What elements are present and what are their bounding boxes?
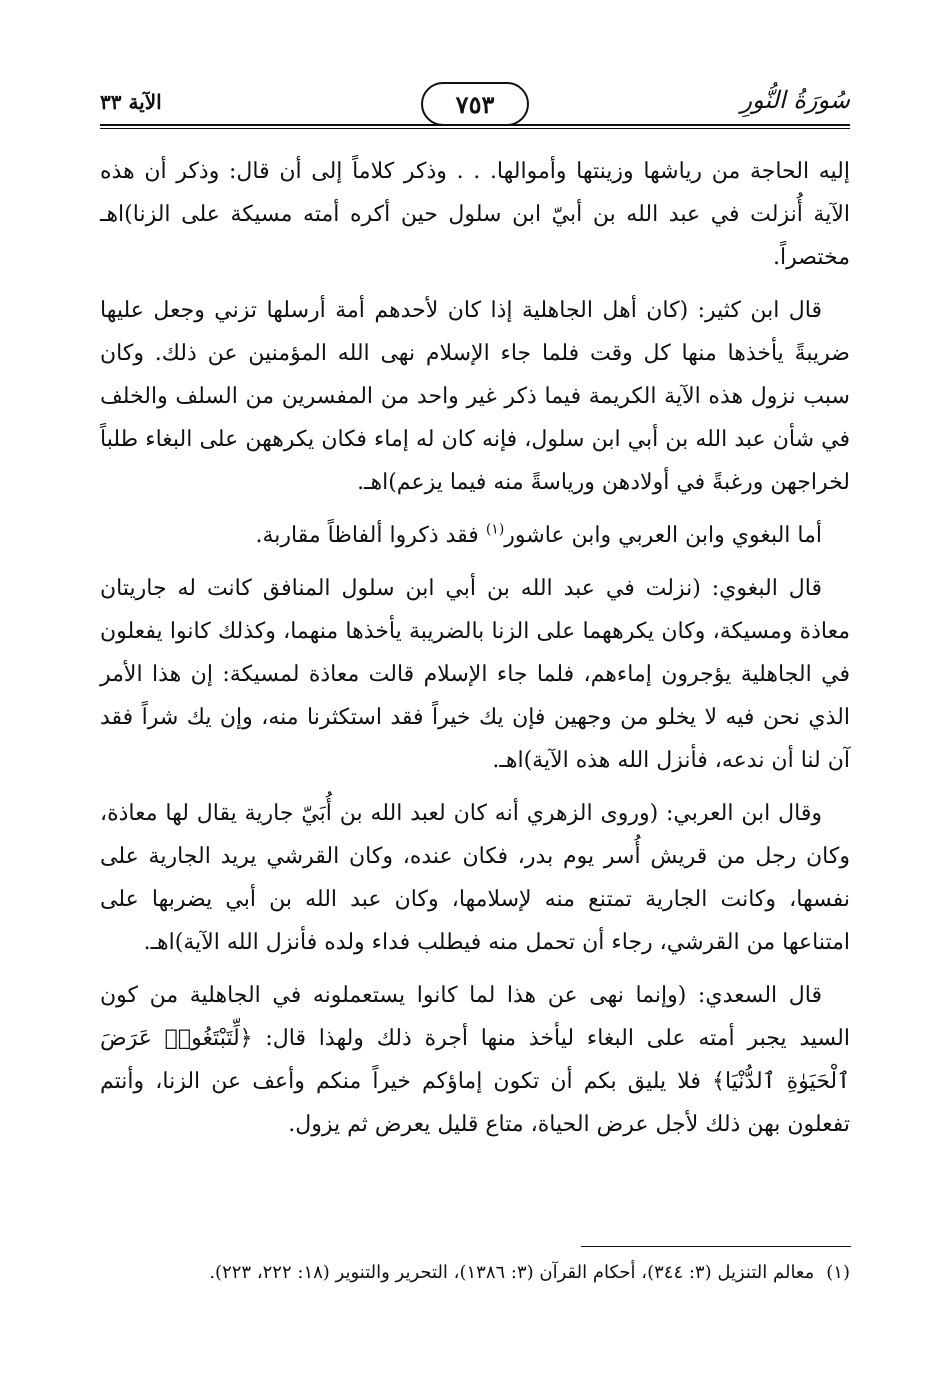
surah-title: سُورَةُ النُّورِ <box>740 86 850 114</box>
page-number-text: ٧٥٣ <box>455 89 495 119</box>
header-divider-thin <box>100 128 850 129</box>
footnote-reference[interactable]: (١) <box>485 521 505 538</box>
ayah-label: الآية ٣٣ <box>100 90 162 114</box>
footnote <box>100 1258 850 1288</box>
paragraph-sources <box>100 514 850 557</box>
paragraph-baghawi: قال البغوي: (نزلت في عبد الله بن أبي ابن سلول المنافق كانت له جاريتان معاذة ومسيكة، وكان يكرههما على الزنا بالضريبة يأخذها منهما، وكذلك كانوا يفعلون في الجاهلية يؤجرون إماءهم، فلما جاء الإسلام قالت معاذة لمسيكة: إن هذا الأمر الذي نحن فيه لا يخلو من وجهين فإن يك خيراً فقد استكثرنا منه، وإن يك شراً فقد آن لنا أن ندعه، فأنزل الله هذه الآية)اهـ. <box>100 576 850 773</box>
paragraph-1: إليه الحاجة من رياشها وزينتها وأموالها. . . وذكر كلاماً إلى أن قال: وذكر أن هذه الآية أُنزلت في عبد الله بن أبيّ ابن سلول حين أكره أمته مسيكة على الزنا)اهـ مختصراً. <box>100 159 850 270</box>
footnote-divider <box>581 1246 851 1247</box>
footnote-text: معالم التنزيل (٣: ٣٤٤)، أحكام القرآن (٣: ١٣٨٦)، التحرير والتنوير (١٨: ٢٢٢، ٢٢٣). <box>209 1262 815 1283</box>
paragraph-ibn-kathir: قال ابن كثير: (كان أهل الجاهلية إذا كان لأحدهم أمة أرسلها تزني وجعل عليها ضريبةً يأخذها منها كل وقت فلما جاء الإسلام نهى الله المؤمنين عن ذلك. وكان سبب نزول هذه الآية الكريمة فيما ذكر غير واحد من المفسرين من السلف والخلف في شأن عبد الله بن أبي ابن سلول، فإنه كان له إماء فكان يكرههن على البغاء طلباً لخراجهن ورغبةً في أولادهن ورياسةً منه فيما يزعم)اهـ. <box>100 298 850 495</box>
paragraph-sources-rest: فقد ذكروا ألفاظاً مقاربة. <box>255 523 486 548</box>
main-text <box>100 150 850 1156</box>
header-divider <box>100 124 850 126</box>
paragraph-ibn-arabi: وقال ابن العربي: (وروى الزهري أنه كان لعبد الله بن أُبَيّ جارية يقال لها معاذة، وكان رجل من قريش أُسر يوم بدر، فكان عنده، وكان القرشي يريد الجارية على نفسها، وكانت الجارية تمتنع منه لإسلامها، وكان عبد الله بن أبي يضربها على امتناعها من القرشي، رجاء أن تحمل منه فيطلب فداء ولده فأنزل الله الآية)اهـ. <box>100 801 850 955</box>
paragraph-sources-text: أما البغوي وابن العربي وابن عاشور <box>504 523 822 548</box>
footnote-number: (١) <box>826 1262 850 1283</box>
page-header <box>100 82 850 132</box>
paragraph-saadi: قال السعدي: (وإنما نهى عن هذا لما كانوا يستعملونه في الجاهلية من كون السيد يجبر أمته على البغاء ليأخذ منها أجرة ذلك ولهذا قال: ﴿لِّتَبْتَغُوا۟ عَرَضَ ٱلْحَيَوٰةِ ٱلدُّنْيَا﴾ فلا يليق بكم أن تكون إماؤكم خيراً منكم وأعف عن الزنا، وأنتم تفعلون بهن ذلك لأجل عرض الحياة، متاع قليل يعرض ثم يزول. <box>100 983 850 1137</box>
page-number <box>421 82 529 126</box>
